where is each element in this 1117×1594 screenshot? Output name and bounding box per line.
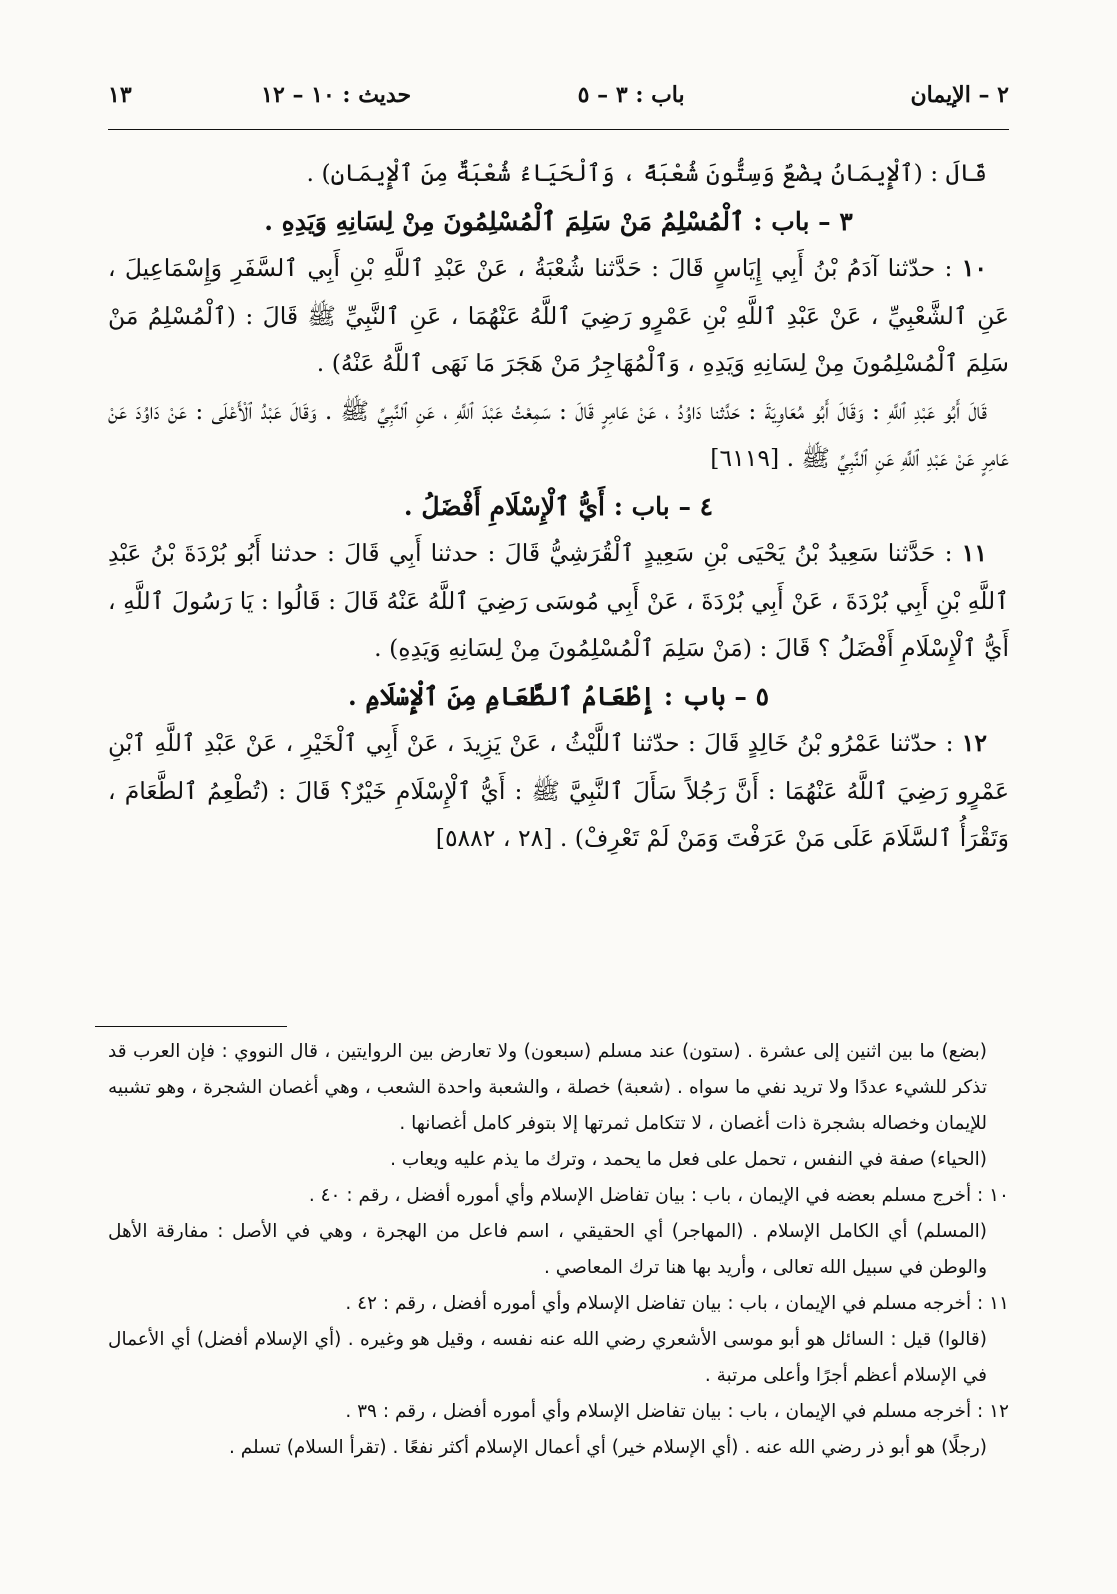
- footnote: (رجلًا) هو أبو ذر رضي الله عنه . (أي الإسلام خير) أي أعمال الإسلام أكثر نفعًا . (تقرأ السلام) تسلم .: [228, 1437, 987, 1458]
- footnote: (بضع) ما بين اثنين إلى عشرة . (ستون) عند مسلم (سبعون) ولا تعارض بين الروايتين ، قال النووي : فإن العرب قد تذكر للشيء عددًا ولا تريد نفي ما سواه . (شعبة) خصلة ، والشعبة واحدة الشعب ، وهي أغصان الشجرة ، وهو تشبيه للإيمان وخصاله بشجرة ذات أغصان ، لا تتكامل ثمرتها إلا بتوفر كامل أغصانها .: [108, 1041, 987, 1134]
- hadith-11: [108, 530, 1009, 673]
- hadith-range: حديث : ١٠ – ١٢: [261, 82, 412, 108]
- footnote: (المسلم) أي الكامل الإسلام . (المهاجر) أي الحقيقي ، اسم فاعل من الهجرة ، وهي في الأصل : مفارقة الأهل والوطن في سبيل الله تعالى ، وأريد بها هنا ترك المعاصي .: [108, 1221, 987, 1278]
- hadith-number: ١٠: [961, 254, 987, 282]
- bab-4-heading: ٤ – باب : أَيُّ ٱلْإِسْلَامِ أَفْضَلُ .: [403, 491, 714, 521]
- main-text: [108, 150, 1009, 863]
- bab-range: باب : ٣ – ٥: [577, 82, 685, 108]
- footnote: (قالوا) قيل : السائل هو أبو موسى الأشعري رضي الله عنه نفسه ، وقيل هو وغيره . (أي الإسلام أفضل) أي الأعمال في الإسلام أعظم أجرًا وأعلى مرتبة .: [108, 1329, 987, 1386]
- hadith-10-note: قَالَ أَبُو عَبْدِ ٱللَّهِ : وَقَالَ أَبُو مُعَاوِيَةَ : حَدَّثنا دَاوُدُ ، عَنْ عَامِرٍ قَالَ : سَمِعْتُ عَبْدَ ٱللَّهِ ، عَنِ ٱلنَّبِيِّ ﷺ . وَقَالَ عَبْدُ ٱلْأَعْلَى : عَنْ دَاوُدَ عَنْ عَامِرٍ عَنْ عَبْدِ ٱللَّهِ عَنِ ٱلنَّبِيِّ ﷺ . [٦١١٩]: [108, 396, 1009, 472]
- header-divider: [108, 129, 1009, 130]
- opening-line: قَالَ : (ٱلْإِيمَانُ بِضْعٌ وَسِتُّونَ شُعْبَةً ، وَٱلْحَيَاءُ شُعْبَةٌ مِنَ ٱلْإِيمَانِ) .: [306, 159, 987, 187]
- chapter-title: ٢ – الإيمان: [910, 82, 1009, 108]
- hadith-10: [108, 245, 1009, 388]
- footnote-reference: ١١ : أخرجه مسلم في الإيمان ، باب : بيان تفاضل الإسلام وأي أموره أفضل ، رقم : ٤٢ .: [345, 1293, 1009, 1314]
- hadith-text: : حدّثنا عَمْرُو بْنُ خَالِدٍ قَالَ : حدّثنا ٱللَّيْثُ ، عَنْ يَزِيدَ ، عَنْ أَبِي ٱلْخَيْرِ ، عَنْ عَبْدِ ٱللَّهِ ٱبْنِ عَمْرٍو رَضِيَ ٱللَّهُ عَنْهُمَا : أَنَّ رَجُلاً سَأَلَ ٱلنَّبِيَّ ﷺ : أَيُّ ٱلْإِسْلَامِ خَيْرٌ؟ قَالَ : (تُطْعِمُ ٱلطَّعَامَ ، وَتَقْرَأُ ٱلسَّلَامَ عَلَى مَنْ عَرَفْتَ وَمَنْ لَمْ تَعْرِفْ) . [٢٨ ، ٥٨٨٢]: [108, 729, 1009, 852]
- hadith-number: ١١: [961, 539, 987, 567]
- bab-3-heading: ٣ – باب : ٱلْمُسْلِمُ مَنْ سَلِمَ ٱلْمُسْلِمُونَ مِنْ لِسَانِهِ وَيَدِهِ .: [264, 206, 853, 236]
- footnote: (الحياء) صفة في النفس ، تحمل على فعل ما يحمد ، وترك ما يذم عليه ويعاب .: [390, 1149, 987, 1170]
- hadith-12: [108, 720, 1009, 863]
- footnote-reference: ١٢ : أخرجه مسلم في الإيمان ، باب : بيان تفاضل الإسلام وأي أموره أفضل ، رقم : ٣٩ .: [345, 1401, 1009, 1422]
- footnotes: [108, 1034, 1009, 1466]
- footnote-reference: ١٠ : أخرج مسلم بعضه في الإيمان ، باب : بيان تفاضل الإسلام وأي أموره أفضل ، رقم : ٤٠ .: [308, 1185, 1009, 1206]
- bab-5-heading: ٥ – باب : إِطْعَامُ ٱلطَّعَامِ مِنَ ٱلْإِسْلَامِ .: [347, 681, 770, 711]
- page-number: ١٣: [108, 82, 132, 108]
- hadith-text: : حَدَّثنا سَعِيدُ بْنُ يَحْيَى بْنِ سَعِيدٍ ٱلْقُرَشِيُّ قَالَ : حدثنا أَبِي قَالَ : حدثنا أَبُو بُرْدَةَ بْنُ عَبْدِ ٱللَّهِ بْنِ أَبِي بُرْدَةَ ، عَنْ أَبِي بُرْدَةَ ، عَنْ أَبِي مُوسَى رَضِيَ ٱللَّهُ عَنْهُ قَالَ : قَالُوا : يَا رَسُولَ ٱللَّهِ ، أَيُّ ٱلْإِسْلَامِ أَفْضَلُ ؟ قَالَ : (مَنْ سَلِمَ ٱلْمُسْلِمُونَ مِنْ لِسَانِهِ وَيَدِهِ) .: [108, 539, 1009, 662]
- running-header: [108, 78, 1009, 118]
- footnote-divider: [95, 1026, 287, 1027]
- hadith-text: : حدّثنا آدَمُ بْنُ أَبِي إِيَاسٍ قَالَ : حَدَّثنا شُعْبَةُ ، عَنْ عَبْدِ ٱللَّهِ بْنِ أَبِي ٱلسَّفَرِ وَإِسْمَاعِيلَ ، عَنِ ٱلشَّعْبِيِّ ، عَنْ عَبْدِ ٱللَّهِ بْنِ عَمْرٍو رَضِيَ ٱللَّهُ عَنْهُمَا ، عَنِ ٱلنَّبِيِّ ﷺ قَالَ : (ٱلْمُسْلِمُ مَنْ سَلِمَ ٱلْمُسْلِمُونَ مِنْ لِسَانِهِ وَيَدِهِ ، وَٱلْمُهَاجِرُ مَنْ هَجَرَ مَا نَهَى ٱللَّهُ عَنْهُ) .: [108, 254, 1009, 377]
- hadith-number: ١٢: [961, 729, 987, 757]
